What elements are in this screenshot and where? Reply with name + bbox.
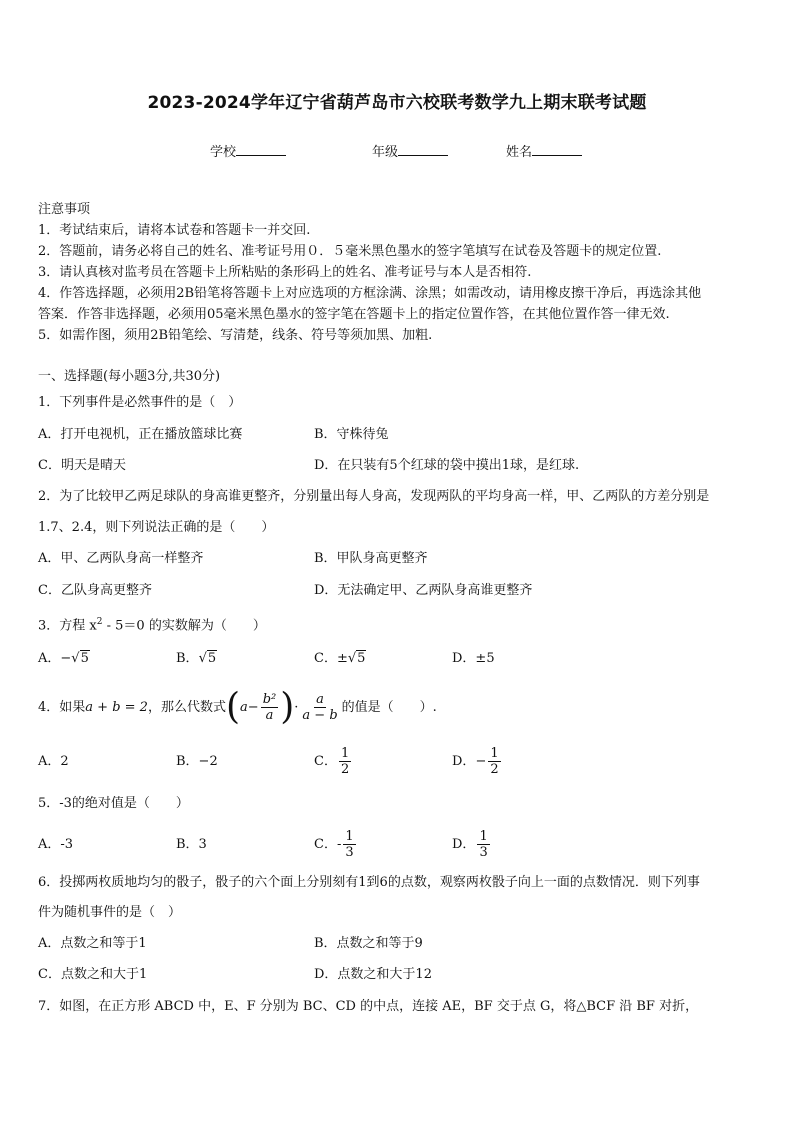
q3-stem-part: - 5＝0 的实数解为（ ） <box>102 618 266 634</box>
q6-option-d: D．点数之和大于12 <box>314 967 432 982</box>
fraction-numerator: 1 <box>479 829 488 844</box>
q4-stem-part: 的值是（ ）. <box>341 700 437 715</box>
q5-option-b: B．3 <box>176 837 207 852</box>
q4-option-a: A．2 <box>38 754 69 769</box>
q3-option-d: D．±5 <box>452 651 495 666</box>
q4-option-b: B．−2 <box>176 754 218 769</box>
q4-fraction-2 <box>300 692 339 723</box>
fraction <box>477 829 489 860</box>
fraction-numerator: 1 <box>490 746 499 761</box>
q6-option-a: A．点数之和等于1 <box>38 936 147 951</box>
fraction-numerator: 1 <box>345 829 354 844</box>
question-5-stem: 5．-3的绝对值是（ ） <box>38 796 189 811</box>
q2-option-b: B．甲队身高更整齐 <box>314 551 428 566</box>
fraction <box>339 746 351 777</box>
name-blank <box>532 143 582 156</box>
fraction-denominator: 3 <box>345 845 354 860</box>
q1-option-d: D．在只装有5个红球的袋中摸出1球，是红球. <box>314 458 580 473</box>
option-label: D． <box>452 837 476 852</box>
sqrt-symbol: √5 <box>71 651 89 666</box>
q3-option-b <box>176 650 217 668</box>
option-label: C．- <box>314 837 342 852</box>
name-field <box>506 141 582 160</box>
notice-item: 答案．作答非选择题，必须用05毫米黑色墨水的签字笔在答题卡上的指定位置作答，在其他位置作答一律无效. <box>38 307 670 322</box>
sqrt-symbol: √5 <box>198 651 217 666</box>
section-heading: 一、选择题(每小题3分,共30分) <box>38 369 221 384</box>
q2-option-c: C．乙队身高更整齐 <box>38 583 152 598</box>
question-2-stem-cont: 1.7、2.4，则下列说法正确的是（ ） <box>38 520 275 535</box>
notice-item: 2．答题前，请务必将自己的姓名、准考证号用０．５毫米黑色墨水的签字笔填写在试卷及答题卡的规定位置. <box>38 244 662 259</box>
q4-fraction-1 <box>261 692 279 723</box>
exam-title: 2023-2024学年辽宁省葫芦岛市六校联考数学九上期末联考试题 <box>147 93 647 113</box>
question-2-stem: 2．为了比较甲乙两足球队的身高谁更整齐，分别量出每人身高，发现两队的平均身高一样，甲、乙两队的方差分别是 <box>38 489 710 504</box>
right-paren: ) <box>280 686 295 728</box>
minus-sign: − <box>60 651 72 666</box>
q3-option-c <box>314 650 366 668</box>
q1-option-c: C．明天是晴天 <box>38 458 126 473</box>
fraction-denominator: a − b <box>302 708 338 723</box>
q2-option-d: D．无法确定甲、乙两队身高谁更整齐 <box>314 583 533 598</box>
option-label: C． <box>314 651 337 666</box>
grade-field <box>372 141 448 160</box>
fraction-denominator: a <box>265 708 274 723</box>
q1-option-a: A．打开电视机，正在播放篮球比赛 <box>38 427 243 442</box>
plus-minus-sign: ± <box>336 651 348 666</box>
minus-sign: − <box>475 754 487 769</box>
fraction-denominator: 2 <box>490 762 499 777</box>
notice-item: 1．考试结束后，请将本试卷和答题卡一并交回. <box>38 223 311 238</box>
grade-blank <box>398 143 448 156</box>
option-label: D． <box>452 754 476 769</box>
q5-option-c <box>314 825 358 865</box>
question-7-stem: 7．如图，在正方形 ABCD 中，E、F 分别为 BC、CD 的中点，连接 AE，BF 交于点 G，将△BCF 沿 BF 对折， <box>38 999 699 1014</box>
school-field <box>210 141 286 160</box>
q5-option-a: A．-3 <box>38 837 74 852</box>
q4-option-c <box>314 742 353 782</box>
dot-operator: · <box>294 700 299 715</box>
question-6-stem: 6．投掷两枚质地均匀的骰子，骰子的六个面上分别刻有1到6的点数，观察两枚骰子向上一面的点数情况．则下列事 <box>38 875 700 890</box>
fraction-numerator: b² <box>262 692 277 707</box>
left-paren: ( <box>225 686 241 728</box>
radicand: 5 <box>357 651 366 666</box>
q3-stem-part: 3．方程 x <box>38 618 97 634</box>
name-label: 姓名 <box>506 145 533 160</box>
q5-option-d <box>452 825 492 865</box>
radicand: 5 <box>207 651 217 666</box>
q4-stem-part: 4．如果 <box>38 700 86 715</box>
notice-item: 5．如需作图，须用2B铅笔绘、写清楚，线条、符号等须加黑、加粗. <box>38 328 433 343</box>
radicand: 5 <box>80 651 89 666</box>
notice-item: 3．请认真核对监考员在答题卡上所粘贴的条形码上的姓名、准考证号与本人是否相符. <box>38 265 532 280</box>
fraction <box>343 829 355 860</box>
q6-option-c: C．点数之和大于1 <box>38 967 148 982</box>
q1-option-b: B．守株待兔 <box>314 427 389 442</box>
school-blank <box>236 143 286 156</box>
q4-option-d <box>452 742 503 782</box>
minus-sign: − <box>247 700 259 715</box>
fraction <box>488 746 500 777</box>
q4-condition: a + b = 2 <box>85 700 148 715</box>
question-3-stem <box>38 613 266 635</box>
notice-heading: 注意事项 <box>38 202 91 217</box>
question-4-stem <box>38 686 437 730</box>
notice-item: 4．作答选择题，必须用2B铅笔将答题卡上对应选项的方框涂满、涂黑；如需改动，请用橡皮擦干净后，再选涂其他 <box>38 286 702 301</box>
q6-option-b: B．点数之和等于9 <box>314 936 423 951</box>
question-6-stem-cont: 件为随机事件的是（ ） <box>38 905 182 920</box>
option-label: A． <box>38 651 61 666</box>
q3-exponent: 2 <box>96 617 103 627</box>
fraction-numerator: a <box>316 692 324 707</box>
grade-label: 年级 <box>372 145 399 160</box>
option-label: C． <box>314 754 337 769</box>
school-label: 学校 <box>210 145 237 160</box>
q3-option-a <box>38 650 90 668</box>
question-1-stem: 1．下列事件是必然事件的是（ ） <box>38 395 242 410</box>
sqrt-symbol: √5 <box>347 651 366 666</box>
q2-option-a: A．甲、乙两队身高一样整齐 <box>38 551 204 566</box>
fraction-numerator: 1 <box>340 746 350 761</box>
fraction-denominator: 3 <box>479 845 488 860</box>
option-label: B． <box>176 651 199 666</box>
q4-term: a <box>240 700 248 715</box>
fraction-denominator: 2 <box>340 762 350 777</box>
q4-stem-part: ，那么代数式 <box>147 700 226 715</box>
